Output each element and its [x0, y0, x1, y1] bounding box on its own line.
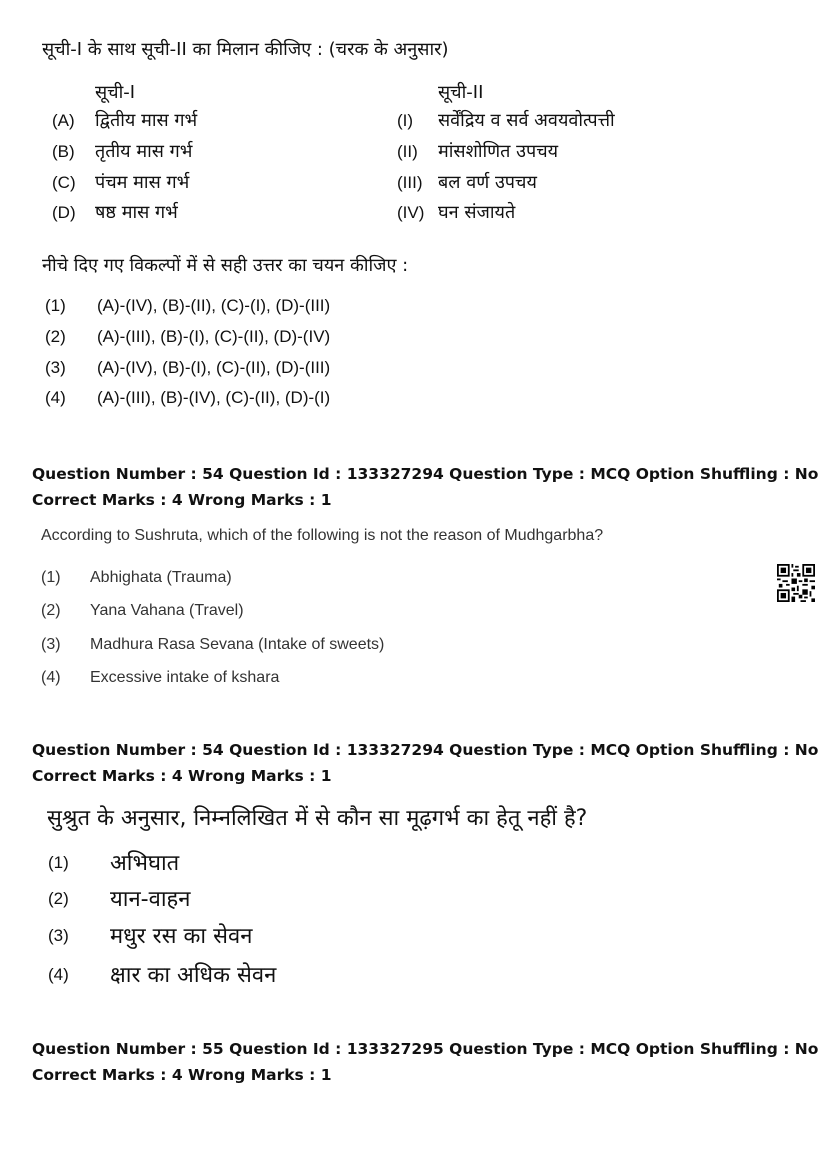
match-instruction: सूची-I के साथ सूची-II का मिलान कीजिए : (चरक के अनुसार) [42, 39, 449, 60]
option-text: (A)-(IV), (B)-(II), (C)-(I), (D)-(III) [97, 296, 331, 315]
option-number: (1) [48, 853, 69, 872]
question-meta: Question Number : 55 Question Id : 133327295 Question Type : MCQ Option Shuffling : No [32, 1040, 819, 1058]
option-number: (2) [41, 602, 61, 619]
list1-item: द्वितीय मास गर्भ [95, 110, 198, 131]
list2-label: (III) [397, 173, 423, 192]
option-text: Madhura Rasa Sevana (Intake of sweets) [90, 636, 385, 653]
marks-meta: Correct Marks : 4 Wrong Marks : 1 [32, 767, 332, 785]
list2-label: (IV) [397, 203, 425, 222]
list1-label: (A) [52, 111, 75, 130]
list2-label: (II) [397, 142, 418, 161]
question-text: According to Sushruta, which of the following is not the reason of Mudhgarbha? [41, 527, 604, 544]
option-text: यान-वाहन [110, 887, 191, 912]
list2-item: बल वर्ण उपचय [438, 172, 537, 193]
option-text: अभिघात [110, 851, 180, 876]
option-text: Abhighata (Trauma) [90, 569, 232, 586]
list1-item: पंचम मास गर्भ [95, 172, 190, 193]
option-number: (1) [45, 296, 66, 315]
option-number: (2) [48, 889, 69, 908]
option-number: (1) [41, 569, 61, 586]
list1-item: षष्ठ मास गर्भ [95, 202, 178, 223]
option-number: (3) [41, 636, 61, 653]
option-number: (3) [45, 358, 66, 377]
list2-item: घन संजायते [438, 202, 516, 223]
option-number: (4) [45, 388, 66, 407]
option-text: (A)-(III), (B)-(IV), (C)-(II), (D)-(I) [97, 388, 331, 407]
marks-meta: Correct Marks : 4 Wrong Marks : 1 [32, 491, 332, 509]
list1-label: (C) [52, 173, 76, 192]
question-meta: Question Number : 54 Question Id : 133327294 Question Type : MCQ Option Shuffling : No [32, 741, 819, 759]
list2-item: सर्वेंद्रिय व सर्व अवयवोत्पत्ती [438, 110, 615, 131]
option-number: (4) [41, 669, 61, 686]
question-meta: Question Number : 54 Question Id : 133327294 Question Type : MCQ Option Shuffling : No [32, 465, 819, 483]
question-text: सुश्रुत के अनुसार, निम्नलिखित में से कौन सा मूढ़गर्भ का हेतू नहीं है? [47, 806, 588, 831]
list1-header: सूची-I [95, 82, 136, 103]
choose-prompt: नीचे दिए गए विकल्पों में से सही उत्तर का चयन कीजिए : [42, 255, 409, 276]
option-number: (3) [48, 926, 69, 945]
list2-header: सूची-II [438, 82, 484, 103]
option-text: क्षार का अधिक सेवन [110, 963, 277, 988]
marks-meta: Correct Marks : 4 Wrong Marks : 1 [32, 1066, 332, 1084]
list2-item: मांसशोणित उपचय [438, 141, 559, 162]
option-text: (A)-(IV), (B)-(I), (C)-(II), (D)-(III) [97, 358, 331, 377]
option-number: (4) [48, 965, 69, 984]
option-text: (A)-(III), (B)-(I), (C)-(II), (D)-(IV) [97, 327, 331, 346]
list1-item: तृतीय मास गर्भ [95, 141, 193, 162]
list2-label: (I) [397, 111, 414, 130]
list1-label: (D) [52, 203, 76, 222]
option-text: Excessive intake of kshara [90, 669, 280, 686]
qr-code-icon [777, 564, 815, 602]
option-number: (2) [45, 327, 66, 346]
option-text: मधुर रस का सेवन [110, 924, 253, 949]
list1-label: (B) [52, 142, 75, 161]
option-text: Yana Vahana (Travel) [90, 602, 244, 619]
